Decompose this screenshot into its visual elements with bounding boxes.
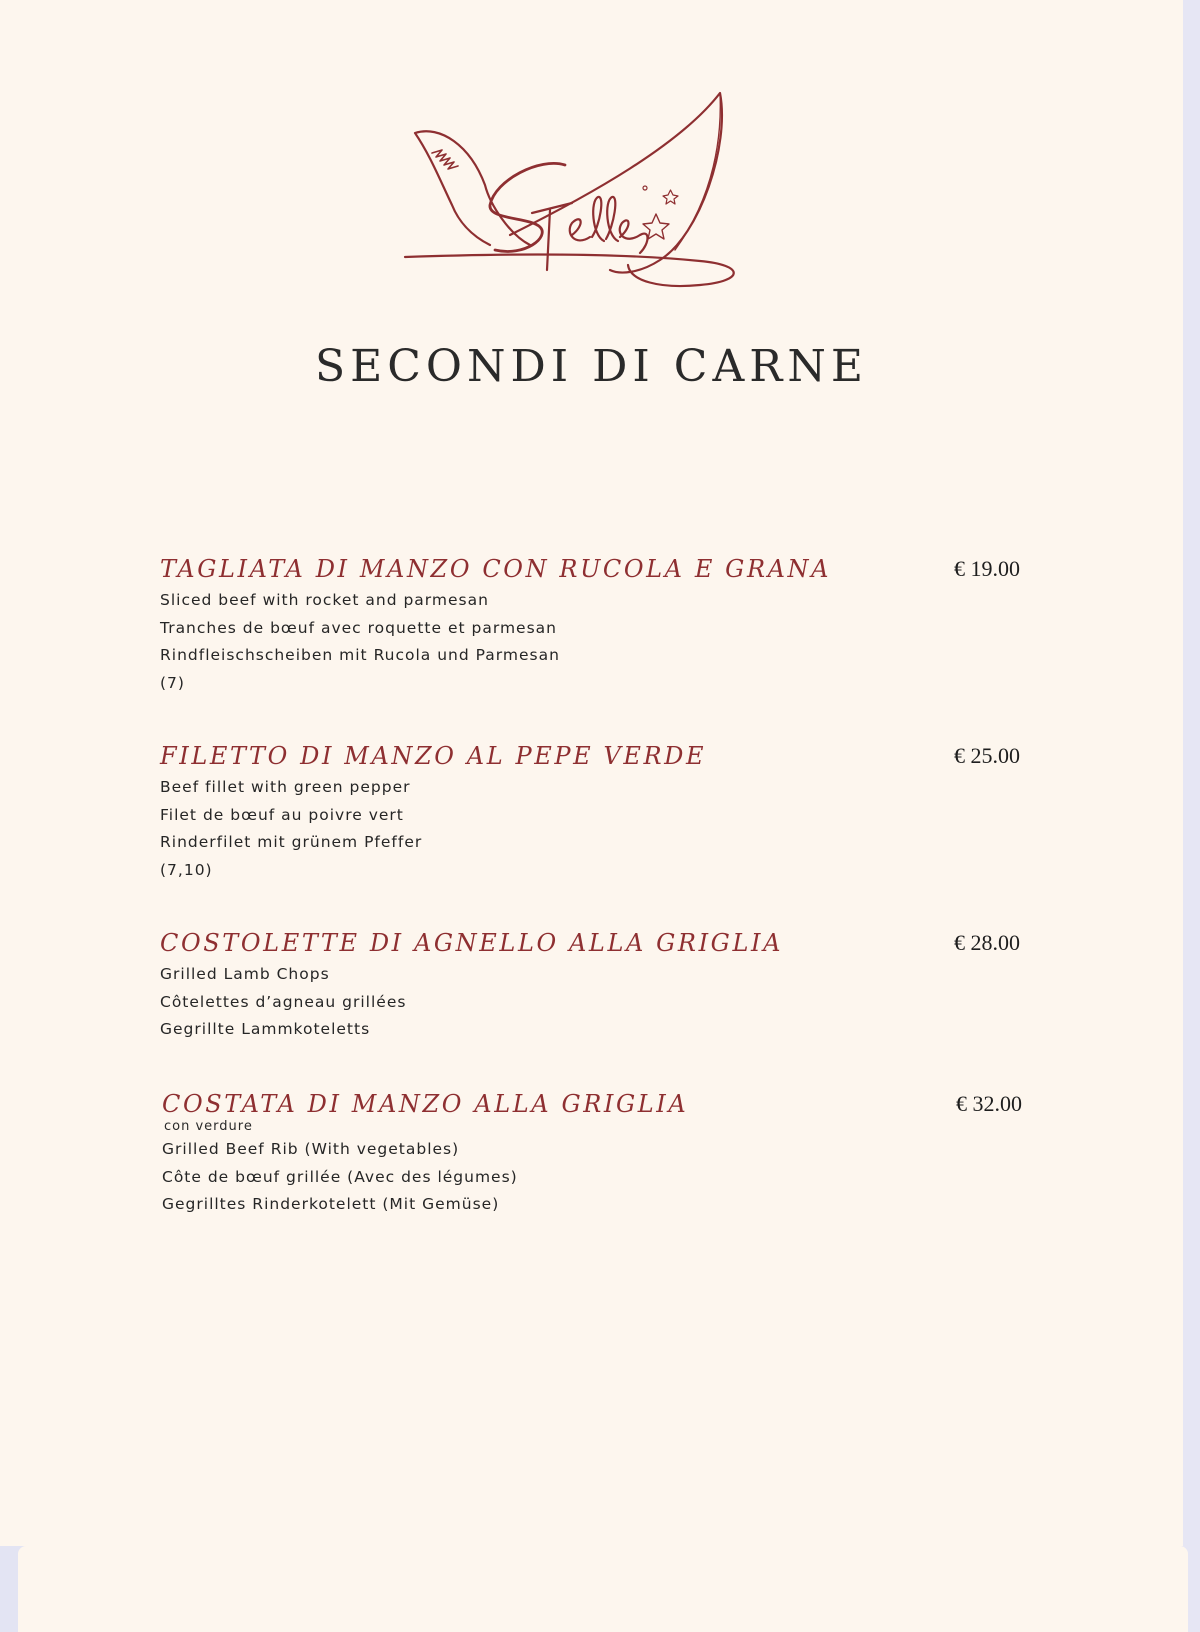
desc-german: Rindfleischscheiben mit Rucola und Parmesan [160,646,560,664]
item-description [160,774,1020,884]
desc-german: Gegrilltes Rinderkotelett (Mit Gemüse) [162,1195,500,1213]
allergens: (7,10) [160,860,213,879]
desc-french: Côtelettes d’agneau grillées [160,992,407,1011]
stelle-logo [400,85,780,305]
page-title: SECONDI DI CARNE [315,341,868,392]
item-description [162,1136,1022,1219]
logo-crescent [510,93,722,273]
desc-french: Tranches de bœuf avec roquette et parmesan [160,618,557,637]
item-price: € 28.00 [954,930,1020,955]
item-description [160,961,1020,1044]
viewer-edge-bottom [0,1546,18,1632]
desc-french: Filet de bœuf au poivre vert [160,805,404,824]
item-name: COSTOLETTE DI AGNELLO ALLA GRIGLIA [160,929,783,957]
logo-corkscrew [432,150,458,169]
desc-english: Beef fillet with green pepper [160,778,411,796]
item-name: FILETTO DI MANZO AL PEPE VERDE [160,742,707,770]
menu-item [160,742,1020,884]
viewer-edge [1183,0,1200,1632]
desc-english: Grilled Lamb Chops [160,965,330,983]
item-name: TAGLIATA DI MANZO CON RUCOLA E GRANA [160,555,832,583]
desc-german: Gegrillte Lammkoteletts [160,1020,371,1038]
item-description [160,587,1020,697]
logo-fin [415,131,530,245]
desc-english: Sliced beef with rocket and parmesan [160,591,489,609]
allergens: (7) [160,673,185,692]
desc-english: Grilled Beef Rib (With vegetables) [162,1140,460,1158]
menu-item [160,929,1020,1044]
next-page-card[interactable] [18,1546,1188,1632]
item-name: COSTATA DI MANZO ALLA GRIGLIA [162,1090,689,1118]
menu-item [160,555,1020,697]
item-price: € 19.00 [954,556,1020,581]
item-note: con verdure [164,1119,253,1134]
star-icon-small [663,190,678,204]
desc-german: Rinderfilet mit grünem Pfeffer [160,833,423,851]
item-price: € 32.00 [956,1091,1022,1116]
logo-swash [405,254,734,286]
desc-french: Côte de bœuf grillée (Avec des légumes) [162,1167,518,1186]
menu-item [162,1090,1022,1219]
item-price: € 25.00 [954,743,1020,768]
